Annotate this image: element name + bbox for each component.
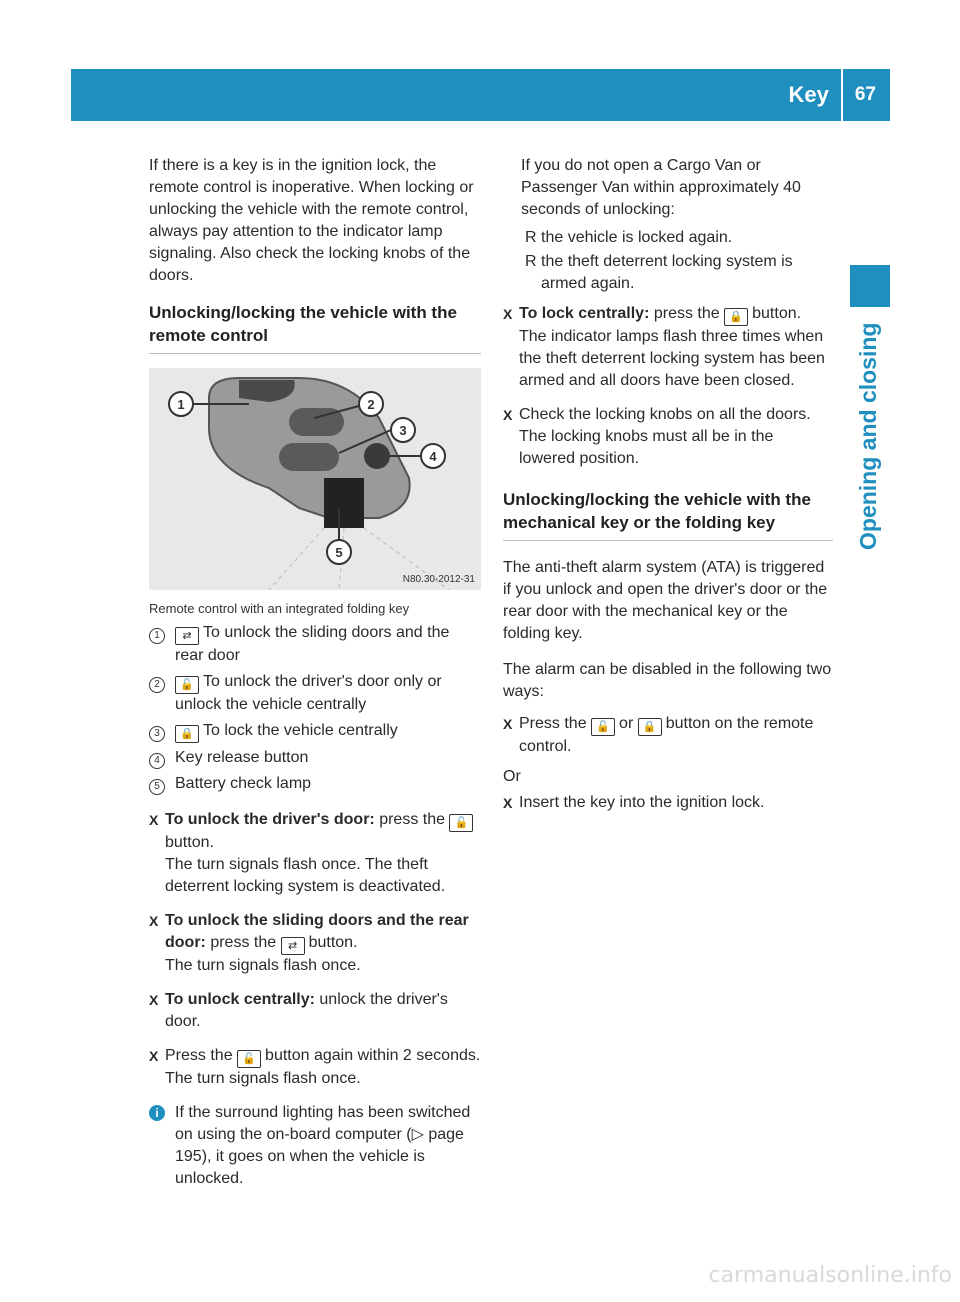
list-item [521, 227, 833, 249]
step-marker: X [503, 716, 513, 732]
callout-text: To lock the vehicle centrally [203, 722, 398, 739]
step-marker: X [503, 407, 513, 423]
figure-callout-4: 4 [429, 449, 437, 464]
unlock-icon: 🔓 [591, 718, 615, 736]
step-result: The turn signals flash once. [165, 957, 361, 974]
watermark: carmanualsonline.info [708, 1263, 952, 1288]
step-text: button on the remote control. [519, 715, 814, 755]
lock-icon: 🔒 [724, 308, 748, 326]
step-text: press the [379, 811, 446, 828]
step-marker: X [503, 795, 513, 811]
step-marker: X [149, 992, 159, 1008]
callout-item [149, 720, 481, 743]
alarm-paragraph: The anti-theft alarm system (ATA) is triggered if you unlock and open the driver's door or the rear door with the mechanical key or the folding key. [503, 559, 828, 642]
side-tab [850, 265, 890, 307]
remote-control-illustration [149, 368, 481, 590]
right-column [503, 155, 833, 826]
instruction-step [149, 910, 481, 977]
step-text: Insert the key into the ignition lock. [519, 794, 765, 811]
intro-paragraph: If there is a key is in the ignition lock, the remote control is inoperative. When locking or unlocking the vehicle with the remote control, always pay attention to the indicator lamp signaling. Also check the locking knobs of the doors. [149, 157, 474, 284]
list-item [521, 251, 833, 295]
timeout-paragraph: If you do not open a Cargo Van or Passenger Van within approximately 40 seconds of unlocking: [521, 157, 801, 218]
slide-door-icon: ⇄ [175, 627, 199, 645]
instruction-step [149, 989, 481, 1033]
chapter-label: Opening and closing [855, 322, 881, 550]
figure-callout-2: 2 [367, 397, 375, 412]
step-title: To unlock the driver's door: [165, 811, 375, 828]
header-right [789, 69, 891, 121]
step-text: press the [653, 305, 720, 322]
slide-door-icon: ⇄ [281, 937, 305, 955]
instruction-step [503, 713, 833, 758]
section-heading: Unlocking/locking the vehicle with the mechanical key or the folding key [503, 488, 833, 541]
figure-callout-3: 3 [399, 423, 407, 438]
disable-paragraph: The alarm can be disabled in the following two ways: [503, 661, 832, 700]
callout-item [149, 773, 481, 795]
callout-item [149, 671, 481, 716]
figure-code: N80.30-2012-31 [402, 574, 475, 585]
figure-callout-1: 1 [177, 397, 185, 412]
callout-number: 3 [149, 726, 165, 742]
step-result: The indicator lamps flash three times when the theft deterrent locking system has been armed and all doors have been closed. [519, 328, 825, 389]
callout-number: 4 [149, 753, 165, 769]
step-text: button again within 2 seconds. [265, 1047, 481, 1064]
info-note [149, 1102, 481, 1190]
step-marker: X [503, 306, 513, 322]
unlock-icon: 🔓 [449, 814, 473, 832]
callout-item [149, 747, 481, 769]
step-text: Press the [165, 1047, 233, 1064]
step-text: button. [752, 305, 802, 322]
lock-icon: 🔒 [638, 718, 662, 736]
header-bar [71, 69, 890, 121]
callout-number: 5 [149, 779, 165, 795]
remote-control-figure [149, 368, 481, 590]
step-text: button. [165, 834, 214, 851]
callout-number: 1 [149, 628, 165, 644]
unlock-icon: 🔓 [237, 1050, 261, 1068]
relock-list [503, 227, 833, 295]
instruction-step [503, 792, 833, 814]
section-heading: Unlocking/locking the vehicle with the remote control [149, 301, 481, 354]
step-text: button. [308, 934, 358, 951]
bullet-marker: R [525, 229, 537, 246]
step-result: The turn signals flash once. The theft deterrent locking system is deactivated. [165, 856, 446, 895]
instruction-step [149, 1045, 481, 1090]
lock-icon: 🔒 [175, 725, 199, 743]
unlock-icon: 🔓 [175, 676, 199, 694]
bullet-marker: R [525, 253, 537, 270]
instruction-step [503, 303, 833, 392]
left-column [149, 155, 481, 1190]
figure-callout-5: 5 [335, 545, 343, 560]
step-title: To lock centrally: [519, 305, 650, 322]
figure-caption: Remote control with an integrated folding key [149, 601, 410, 616]
step-title: To unlock the sliding doors and the rear door: [165, 912, 469, 951]
info-icon: i [149, 1105, 165, 1121]
info-text: If the surround lighting has been switched on using the on-board computer (▷ page 195), it goes on when the vehicle is unlocked. [175, 1104, 471, 1187]
callout-text: Key release button [175, 749, 309, 766]
callout-text: To unlock the sliding doors and the rear door [175, 624, 450, 664]
page-number: 67 [854, 84, 876, 105]
callout-item [149, 622, 481, 667]
instruction-step [149, 809, 481, 898]
list-item-text: the vehicle is locked again. [541, 229, 733, 246]
step-text: Check the locking knobs on all the doors. The locking knobs must all be in the lowered position. [519, 406, 811, 467]
step-title: To unlock centrally: [165, 991, 315, 1008]
step-marker: X [149, 812, 159, 828]
step-text: press the [210, 934, 277, 951]
step-marker: X [149, 1048, 159, 1064]
instruction-step [503, 404, 833, 470]
or-label: Or [503, 768, 521, 785]
step-marker: X [149, 913, 159, 929]
callout-text: To unlock the driver's door only or unlock the vehicle centrally [175, 673, 442, 713]
callout-text: Battery check lamp [175, 775, 312, 792]
step-text: unlock the driver's door. [165, 991, 448, 1030]
step-text: or [619, 715, 634, 732]
section-title: Key [788, 82, 829, 107]
step-result: The turn signals flash once. [165, 1070, 361, 1087]
step-text: Press the [519, 715, 587, 732]
list-item-text: the theft deterrent locking system is armed again. [541, 253, 793, 292]
callout-number: 2 [149, 677, 165, 693]
